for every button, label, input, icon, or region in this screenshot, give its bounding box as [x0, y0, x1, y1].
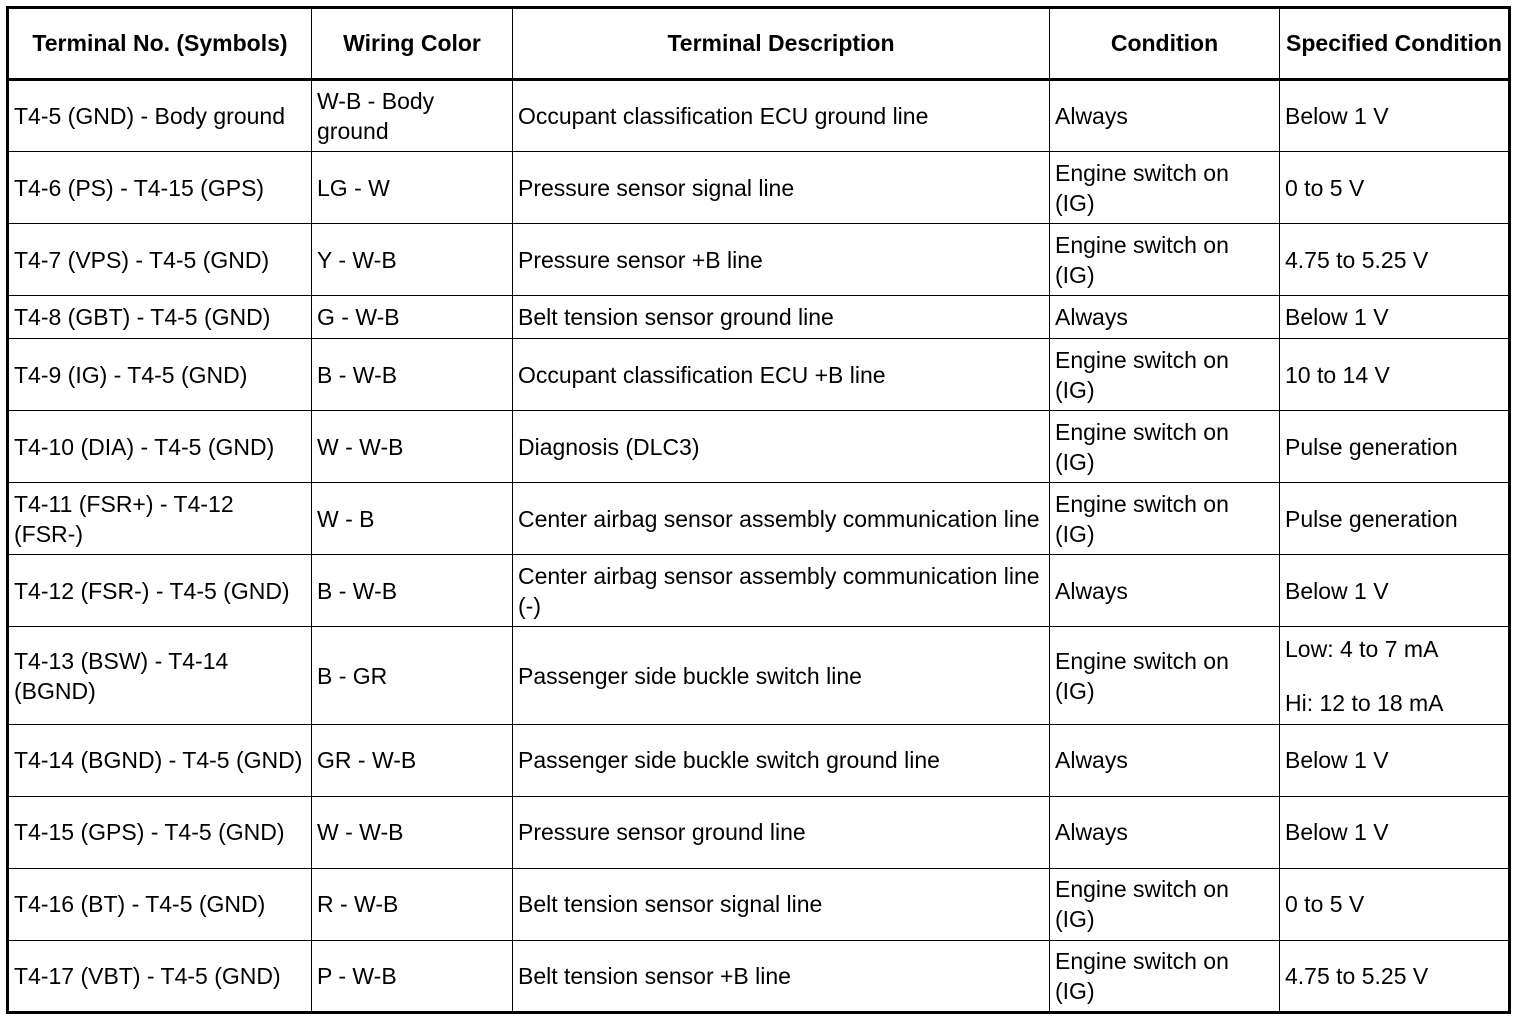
cell-description: Belt tension sensor ground line — [513, 296, 1050, 339]
table-row — [8, 724, 1510, 796]
cell-description: Pressure sensor signal line — [513, 152, 1050, 224]
cell-condition: Always — [1050, 724, 1280, 796]
cell-terminal: T4-12 (FSR-) - T4-5 (GND) — [8, 555, 312, 627]
cell-condition: Engine switch on (IG) — [1050, 411, 1280, 483]
cell-wiring-color: GR - W-B — [312, 724, 513, 796]
cell-terminal: T4-11 (FSR+) - T4-12 (FSR-) — [8, 483, 312, 555]
cell-specified-condition: 10 to 14 V — [1280, 339, 1510, 411]
table-row — [8, 940, 1510, 1012]
header-terminal: Terminal No. (Symbols) — [8, 8, 312, 80]
cell-specified-condition: Pulse generation — [1280, 483, 1510, 555]
cell-terminal: T4-15 (GPS) - T4-5 (GND) — [8, 796, 312, 868]
cell-condition: Engine switch on (IG) — [1050, 940, 1280, 1012]
cell-terminal: T4-17 (VBT) - T4-5 (GND) — [8, 940, 312, 1012]
header-specified-condition: Specified Condition — [1280, 8, 1510, 80]
cell-specified-condition: Below 1 V — [1280, 796, 1510, 868]
table-row — [8, 627, 1510, 724]
cell-specified-condition: 4.75 to 5.25 V — [1280, 224, 1510, 296]
cell-terminal: T4-8 (GBT) - T4-5 (GND) — [8, 296, 312, 339]
cell-description: Diagnosis (DLC3) — [513, 411, 1050, 483]
table-row — [8, 152, 1510, 224]
cell-wiring-color: Y - W-B — [312, 224, 513, 296]
cell-terminal: T4-16 (BT) - T4-5 (GND) — [8, 868, 312, 940]
table-row — [8, 411, 1510, 483]
cell-specified-condition: 4.75 to 5.25 V — [1280, 940, 1510, 1012]
cell-specified-condition — [1280, 627, 1510, 724]
cell-specified-condition: Below 1 V — [1280, 555, 1510, 627]
header-row — [8, 8, 1510, 80]
cell-description: Belt tension sensor +B line — [513, 940, 1050, 1012]
specified-hi-value: Hi: 12 to 18 mA — [1285, 689, 1444, 716]
cell-description: Pressure sensor +B line — [513, 224, 1050, 296]
header-wiring-color: Wiring Color — [312, 8, 513, 80]
cell-description: Passenger side buckle switch line — [513, 627, 1050, 724]
cell-condition: Always — [1050, 296, 1280, 339]
table-row — [8, 339, 1510, 411]
cell-wiring-color: B - W-B — [312, 555, 513, 627]
cell-specified-condition: 0 to 5 V — [1280, 868, 1510, 940]
table-row — [8, 296, 1510, 339]
table-row — [8, 868, 1510, 940]
cell-specified-condition: Below 1 V — [1280, 724, 1510, 796]
table-row — [8, 796, 1510, 868]
cell-description: Occupant classification ECU ground line — [513, 80, 1050, 152]
cell-terminal: T4-6 (PS) - T4-15 (GPS) — [8, 152, 312, 224]
cell-description: Occupant classification ECU +B line — [513, 339, 1050, 411]
cell-condition: Engine switch on (IG) — [1050, 627, 1280, 724]
cell-terminal: T4-13 (BSW) - T4-14 (BGND) — [8, 627, 312, 724]
cell-description: Center airbag sensor assembly communication line (-) — [513, 555, 1050, 627]
cell-description: Pressure sensor ground line — [513, 796, 1050, 868]
cell-condition: Engine switch on (IG) — [1050, 868, 1280, 940]
cell-wiring-color: W-B - Body ground — [312, 80, 513, 152]
cell-description: Belt tension sensor signal line — [513, 868, 1050, 940]
cell-wiring-color: B - W-B — [312, 339, 513, 411]
spacer — [1285, 664, 1503, 688]
cell-condition: Engine switch on (IG) — [1050, 224, 1280, 296]
cell-condition: Engine switch on (IG) — [1050, 152, 1280, 224]
cell-terminal: T4-9 (IG) - T4-5 (GND) — [8, 339, 312, 411]
table-row — [8, 483, 1510, 555]
cell-description: Center airbag sensor assembly communication line — [513, 483, 1050, 555]
cell-specified-condition: 0 to 5 V — [1280, 152, 1510, 224]
cell-wiring-color: W - W-B — [312, 411, 513, 483]
header-terminal-description: Terminal Description — [513, 8, 1050, 80]
cell-description: Passenger side buckle switch ground line — [513, 724, 1050, 796]
terminal-spec-table — [6, 6, 1511, 1014]
cell-wiring-color: W - B — [312, 483, 513, 555]
cell-terminal: T4-10 (DIA) - T4-5 (GND) — [8, 411, 312, 483]
table-row — [8, 224, 1510, 296]
header-condition: Condition — [1050, 8, 1280, 80]
table-row — [8, 555, 1510, 627]
cell-condition: Always — [1050, 555, 1280, 627]
cell-condition: Always — [1050, 80, 1280, 152]
cell-wiring-color: P - W-B — [312, 940, 513, 1012]
cell-specified-condition: Below 1 V — [1280, 80, 1510, 152]
cell-terminal: T4-7 (VPS) - T4-5 (GND) — [8, 224, 312, 296]
cell-specified-condition: Below 1 V — [1280, 296, 1510, 339]
cell-terminal: T4-5 (GND) - Body ground — [8, 80, 312, 152]
cell-terminal: T4-14 (BGND) - T4-5 (GND) — [8, 724, 312, 796]
cell-wiring-color: R - W-B — [312, 868, 513, 940]
cell-wiring-color: B - GR — [312, 627, 513, 724]
table-row — [8, 80, 1510, 152]
cell-condition: Always — [1050, 796, 1280, 868]
specified-low-value: Low: 4 to 7 mA — [1285, 635, 1439, 662]
cell-wiring-color: W - W-B — [312, 796, 513, 868]
cell-wiring-color: G - W-B — [312, 296, 513, 339]
cell-specified-condition: Pulse generation — [1280, 411, 1510, 483]
cell-condition: Engine switch on (IG) — [1050, 483, 1280, 555]
cell-condition: Engine switch on (IG) — [1050, 339, 1280, 411]
cell-wiring-color: LG - W — [312, 152, 513, 224]
